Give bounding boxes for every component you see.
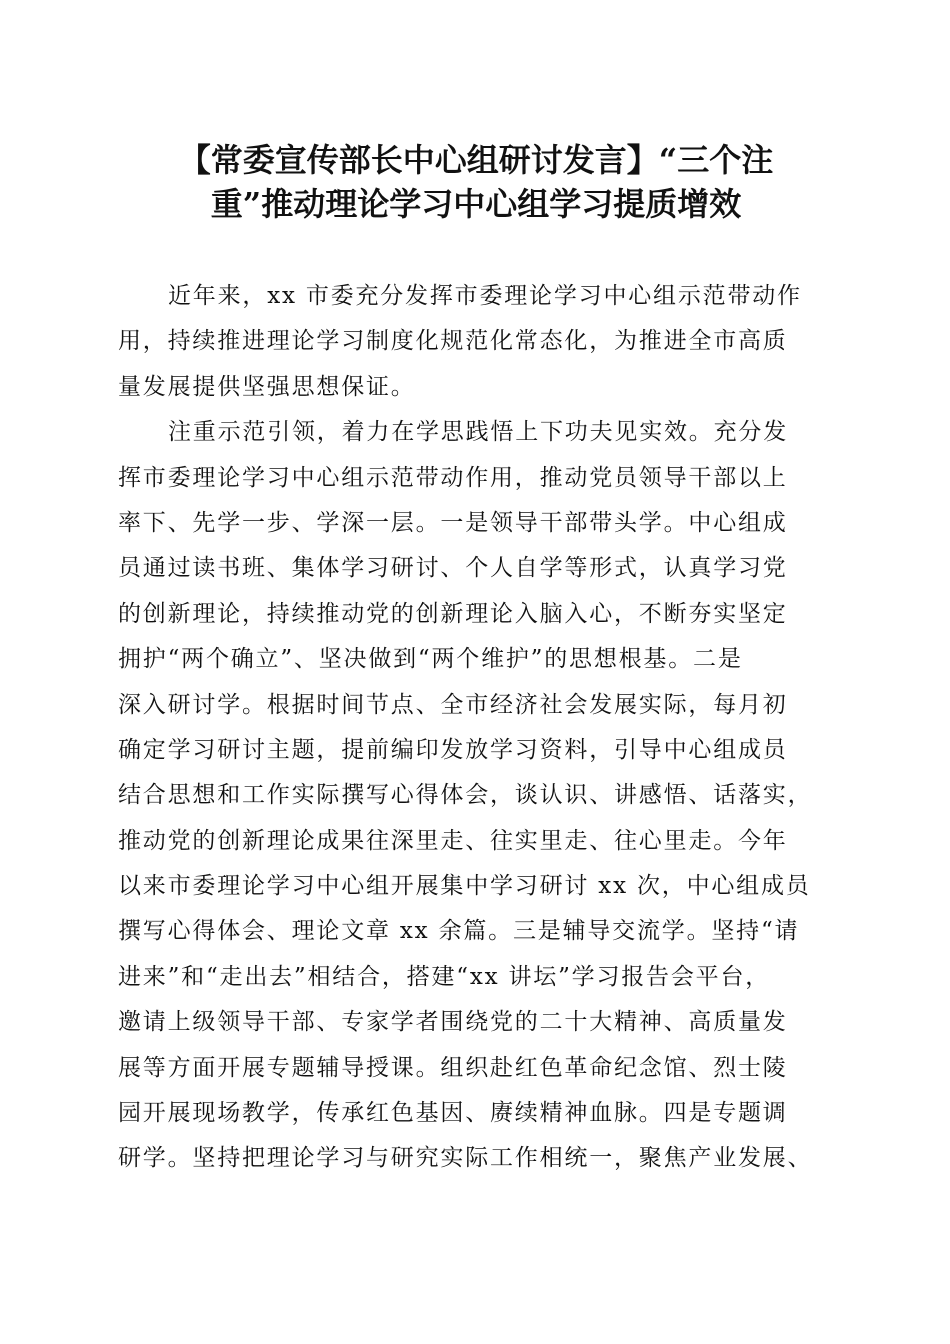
paragraph-2 — [118, 410, 834, 1182]
paragraph-line: 深入研讨学。根据时间节点、全市经济社会发展实际，每月初 — [118, 691, 788, 718]
paragraph-line: 推动党的创新理论成果往深里走、往实里走、往心里走。今年 — [118, 827, 788, 854]
paragraph-line: 进来”和“走出去”相结合，搭建“xx 讲坛”学习报告会平台， — [118, 963, 771, 990]
paragraph-1 — [118, 274, 834, 410]
document-title — [120, 138, 832, 226]
paragraph-line: 邀请上级领导干部、专家学者围绕党的二十大精神、高质量发 — [118, 1009, 788, 1036]
paragraph-line: 撰写心得体会、理论文章 xx 余篇。三是辅导交流学。坚持“请 — [118, 918, 800, 945]
paragraph-line: 率下、先学一步、学深一层。一是领导干部带头学。中心组成 — [118, 509, 788, 536]
paragraph-line: 以来市委理论学习中心组开展集中学习研讨 xx 次，中心组成员 — [118, 873, 811, 900]
paragraph-line: 量发展提供坚强思想保证。 — [118, 373, 416, 400]
paragraph-line: 确定学习研讨主题，提前编印发放学习资料，引导中心组成员 — [118, 736, 788, 763]
paragraph-line: 注重示范引领，着力在学思践悟上下功夫见实效。充分发 — [168, 419, 788, 446]
paragraph-line: 研学。坚持把理论学习与研究实际工作相统一，聚焦产业发展、 — [118, 1145, 813, 1172]
title-line: 【常委宣传部长中心组研讨发言】“三个注 — [178, 141, 774, 179]
paragraph-line: 的创新理论，持续推动党的创新理论入脑入心，不断夯实坚定 — [118, 600, 788, 627]
paragraph-line: 员通过读书班、集体学习研讨、个人自学等形式，认真学习党 — [118, 555, 788, 582]
paragraph-line: 拥护“两个确立”、坚决做到“两个维护”的思想根基。二是 — [118, 646, 743, 673]
paragraph-line: 近年来，xx 市委充分发挥市委理论学习中心组示范带动作 — [168, 283, 802, 309]
paragraph-line: 用，持续推进理论学习制度化规范化常态化，为推进全市高质 — [118, 328, 788, 355]
title-line: 重”推动理论学习中心组学习提质增效 — [210, 185, 742, 223]
paragraph-line: 挥市委理论学习中心组示范带动作用，推动党员领导干部以上 — [118, 464, 788, 491]
paragraph-line: 展等方面开展专题辅导授课。组织赴红色革命纪念馆、烈士陵 — [118, 1054, 788, 1081]
paragraph-line: 园开展现场教学，传承红色基因、赓续精神血脉。四是专题调 — [118, 1100, 788, 1127]
document-body — [118, 274, 834, 1182]
paragraph-line: 结合思想和工作实际撰写心得体会，谈认识、讲感悟、话落实， — [118, 782, 813, 809]
